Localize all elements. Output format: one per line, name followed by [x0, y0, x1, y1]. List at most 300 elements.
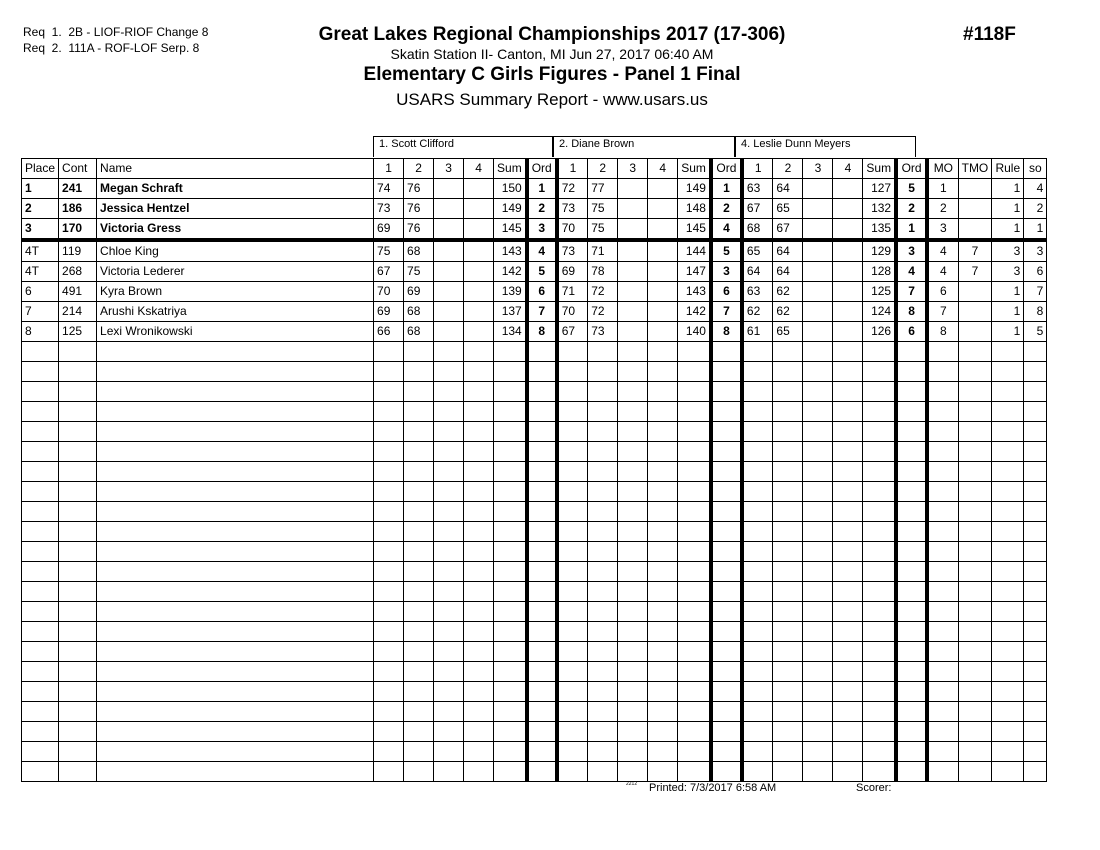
- empty-cell: [374, 562, 404, 582]
- empty-cell: [464, 362, 494, 382]
- empty-cell: [97, 342, 374, 362]
- empty-cell: [711, 702, 742, 722]
- so-cell: 6: [1024, 262, 1047, 282]
- blank-row: [22, 442, 1047, 462]
- empty-cell: [833, 502, 863, 522]
- blank-row: [22, 622, 1047, 642]
- empty-cell: [863, 702, 896, 722]
- empty-cell: [863, 542, 896, 562]
- empty-cell: [648, 522, 678, 542]
- empty-cell: [494, 502, 527, 522]
- empty-cell: [992, 622, 1024, 642]
- empty-cell: [648, 762, 678, 782]
- ord-cell: 6: [711, 282, 742, 302]
- empty-cell: [588, 522, 618, 542]
- empty-cell: [648, 462, 678, 482]
- empty-cell: [97, 542, 374, 562]
- empty-cell: [22, 342, 59, 362]
- empty-cell: [648, 422, 678, 442]
- score-cell: 75: [404, 262, 434, 282]
- empty-cell: [374, 702, 404, 722]
- empty-cell: [773, 542, 803, 562]
- col-j2-fig4: 4: [648, 159, 678, 179]
- empty-cell: [494, 622, 527, 642]
- empty-cell: [1024, 502, 1047, 522]
- sum-cell: 147: [678, 262, 711, 282]
- empty-cell: [374, 682, 404, 702]
- empty-cell: [678, 422, 711, 442]
- empty-cell: [588, 382, 618, 402]
- table-row: [22, 199, 1047, 219]
- report-title: USARS Summary Report - www.usars.us: [396, 90, 708, 109]
- empty-cell: [464, 742, 494, 762]
- empty-cell: [803, 702, 833, 722]
- empty-cell: [711, 662, 742, 682]
- score-cell: 74: [374, 179, 404, 199]
- empty-cell: [803, 622, 833, 642]
- empty-cell: [464, 602, 494, 622]
- mo-cell: 8: [927, 322, 958, 342]
- empty-cell: [927, 362, 958, 382]
- sum-cell: 124: [863, 302, 896, 322]
- col-j3-fig2: 2: [773, 159, 803, 179]
- score-cell: 73: [557, 199, 588, 219]
- ord-cell: 7: [896, 282, 927, 302]
- empty-cell: [992, 342, 1024, 362]
- empty-cell: [678, 502, 711, 522]
- empty-cell: [742, 682, 773, 702]
- empty-cell: [464, 562, 494, 582]
- empty-cell: [588, 562, 618, 582]
- empty-cell: [494, 602, 527, 622]
- empty-cell: [711, 722, 742, 742]
- empty-cell: [896, 622, 927, 642]
- empty-cell: [618, 422, 648, 442]
- empty-cell: [527, 582, 557, 602]
- empty-cell: [527, 722, 557, 742]
- empty-cell: [648, 602, 678, 622]
- empty-cell: [863, 362, 896, 382]
- empty-cell: [374, 582, 404, 602]
- score-cell: [618, 322, 648, 342]
- empty-cell: [958, 642, 992, 662]
- score-cell: 65: [742, 240, 773, 262]
- empty-cell: [742, 662, 773, 682]
- ord-cell: 1: [711, 179, 742, 199]
- empty-cell: [803, 442, 833, 462]
- empty-cell: [773, 662, 803, 682]
- empty-cell: [97, 502, 374, 522]
- ord-cell: 7: [711, 302, 742, 322]
- empty-cell: [59, 422, 97, 442]
- empty-cell: [648, 442, 678, 462]
- score-cell: 76: [404, 179, 434, 199]
- score-cell: [618, 282, 648, 302]
- score-cell: [803, 179, 833, 199]
- empty-cell: [678, 742, 711, 762]
- empty-cell: [464, 542, 494, 562]
- empty-cell: [404, 642, 434, 662]
- empty-cell: [958, 742, 992, 762]
- place-cell: 2: [22, 199, 59, 219]
- blank-row: [22, 342, 1047, 362]
- empty-cell: [958, 582, 992, 602]
- empty-cell: [927, 682, 958, 702]
- blank-row: [22, 762, 1047, 782]
- empty-cell: [464, 502, 494, 522]
- empty-cell: [678, 542, 711, 562]
- empty-cell: [927, 502, 958, 522]
- score-cell: 69: [374, 219, 404, 241]
- place-cell: 4T: [22, 262, 59, 282]
- empty-cell: [1024, 402, 1047, 422]
- empty-cell: [557, 462, 588, 482]
- empty-cell: [648, 722, 678, 742]
- empty-cell: [22, 662, 59, 682]
- score-cell: [434, 199, 464, 219]
- empty-cell: [711, 562, 742, 582]
- score-cell: 69: [404, 282, 434, 302]
- empty-cell: [527, 542, 557, 562]
- empty-cell: [773, 602, 803, 622]
- empty-cell: [557, 642, 588, 662]
- score-cell: 69: [374, 302, 404, 322]
- empty-cell: [527, 502, 557, 522]
- score-cell: 68: [742, 219, 773, 241]
- empty-cell: [958, 502, 992, 522]
- empty-cell: [711, 442, 742, 462]
- empty-cell: [618, 722, 648, 742]
- empty-cell: [863, 682, 896, 702]
- sum-cell: 143: [678, 282, 711, 302]
- empty-cell: [958, 602, 992, 622]
- mo-cell: 2: [927, 199, 958, 219]
- empty-cell: [896, 582, 927, 602]
- empty-cell: [896, 482, 927, 502]
- empty-cell: [557, 742, 588, 762]
- ord-cell: 2: [527, 199, 557, 219]
- empty-cell: [896, 522, 927, 542]
- empty-cell: [374, 542, 404, 562]
- empty-cell: [711, 502, 742, 522]
- empty-cell: [803, 502, 833, 522]
- empty-cell: [464, 422, 494, 442]
- empty-cell: [59, 722, 97, 742]
- empty-cell: [434, 482, 464, 502]
- empty-cell: [22, 482, 59, 502]
- empty-cell: [896, 742, 927, 762]
- results-table: [21, 158, 1047, 782]
- cont-cell: 214: [59, 302, 97, 322]
- empty-cell: [59, 522, 97, 542]
- empty-cell: [678, 582, 711, 602]
- empty-cell: [59, 602, 97, 622]
- score-cell: [464, 240, 494, 262]
- empty-cell: [1024, 562, 1047, 582]
- empty-cell: [618, 562, 648, 582]
- empty-cell: [648, 702, 678, 722]
- empty-cell: [464, 762, 494, 782]
- tmo-cell: 7: [958, 262, 992, 282]
- empty-cell: [863, 442, 896, 462]
- empty-cell: [958, 422, 992, 442]
- blank-row: [22, 742, 1047, 762]
- tmo-cell: [958, 302, 992, 322]
- mo-cell: 6: [927, 282, 958, 302]
- empty-cell: [742, 442, 773, 462]
- score-cell: [648, 219, 678, 241]
- place-cell: 8: [22, 322, 59, 342]
- score-cell: [648, 199, 678, 219]
- empty-cell: [527, 422, 557, 442]
- empty-cell: [494, 522, 527, 542]
- empty-cell: [992, 442, 1024, 462]
- empty-cell: [927, 462, 958, 482]
- empty-cell: [958, 482, 992, 502]
- empty-cell: [992, 662, 1024, 682]
- col-j1-fig4: 4: [464, 159, 494, 179]
- col-mo: MO: [927, 159, 958, 179]
- score-cell: [648, 240, 678, 262]
- empty-cell: [711, 682, 742, 702]
- empty-cell: [434, 502, 464, 522]
- empty-cell: [22, 622, 59, 642]
- score-cell: 68: [404, 322, 434, 342]
- score-cell: [464, 322, 494, 342]
- ord-cell: 2: [711, 199, 742, 219]
- empty-cell: [773, 482, 803, 502]
- empty-cell: [773, 382, 803, 402]
- empty-cell: [97, 522, 374, 542]
- empty-cell: [22, 462, 59, 482]
- sum-cell: 144: [678, 240, 711, 262]
- empty-cell: [927, 722, 958, 742]
- blank-row: [22, 402, 1047, 422]
- empty-cell: [773, 722, 803, 742]
- empty-cell: [711, 762, 742, 782]
- ord-cell: 1: [896, 219, 927, 241]
- empty-cell: [648, 662, 678, 682]
- empty-cell: [527, 662, 557, 682]
- empty-cell: [711, 382, 742, 402]
- empty-cell: [1024, 382, 1047, 402]
- empty-cell: [404, 502, 434, 522]
- empty-cell: [22, 562, 59, 582]
- empty-cell: [588, 682, 618, 702]
- empty-cell: [464, 662, 494, 682]
- empty-cell: [59, 642, 97, 662]
- tmo-cell: [958, 199, 992, 219]
- empty-cell: [803, 662, 833, 682]
- empty-cell: [803, 582, 833, 602]
- empty-cell: [958, 762, 992, 782]
- score-cell: [464, 302, 494, 322]
- empty-cell: [648, 742, 678, 762]
- score-cell: [833, 262, 863, 282]
- blank-row: [22, 502, 1047, 522]
- empty-cell: [992, 582, 1024, 602]
- empty-cell: [742, 742, 773, 762]
- empty-cell: [803, 742, 833, 762]
- empty-cell: [992, 762, 1024, 782]
- sum-cell: 145: [494, 219, 527, 241]
- empty-cell: [711, 642, 742, 662]
- sum-cell: 135: [863, 219, 896, 241]
- ord-cell: 5: [711, 240, 742, 262]
- score-cell: 73: [374, 199, 404, 219]
- empty-cell: [1024, 582, 1047, 602]
- empty-cell: [588, 762, 618, 782]
- empty-cell: [648, 362, 678, 382]
- empty-cell: [404, 382, 434, 402]
- empty-cell: [434, 362, 464, 382]
- empty-cell: [927, 622, 958, 642]
- place-cell: 6: [22, 282, 59, 302]
- empty-cell: [863, 742, 896, 762]
- empty-cell: [742, 422, 773, 442]
- ord-cell: 8: [527, 322, 557, 342]
- empty-cell: [374, 722, 404, 742]
- empty-cell: [927, 402, 958, 422]
- empty-cell: [678, 702, 711, 722]
- score-cell: 73: [588, 322, 618, 342]
- rule-cell: 1: [992, 179, 1024, 199]
- empty-cell: [464, 402, 494, 422]
- empty-cell: [374, 742, 404, 762]
- empty-cell: [22, 402, 59, 422]
- empty-cell: [374, 462, 404, 482]
- col-so: so: [1024, 159, 1047, 179]
- empty-cell: [557, 362, 588, 382]
- empty-cell: [374, 502, 404, 522]
- empty-cell: [648, 582, 678, 602]
- empty-cell: [927, 742, 958, 762]
- mo-cell: 3: [927, 219, 958, 241]
- empty-cell: [494, 362, 527, 382]
- scorer-label: Scorer:: [856, 782, 892, 794]
- blank-row: [22, 642, 1047, 662]
- empty-cell: [1024, 602, 1047, 622]
- empty-cell: [618, 702, 648, 722]
- score-cell: 70: [557, 219, 588, 241]
- empty-cell: [992, 742, 1024, 762]
- empty-cell: [958, 442, 992, 462]
- empty-cell: [1024, 522, 1047, 542]
- empty-cell: [803, 422, 833, 442]
- empty-cell: [374, 642, 404, 662]
- empty-cell: [833, 642, 863, 662]
- empty-cell: [648, 382, 678, 402]
- score-cell: 67: [742, 199, 773, 219]
- empty-cell: [374, 482, 404, 502]
- empty-cell: [678, 722, 711, 742]
- empty-cell: [588, 722, 618, 742]
- empty-cell: [59, 742, 97, 762]
- score-cell: [833, 322, 863, 342]
- empty-cell: [527, 482, 557, 502]
- empty-cell: [711, 482, 742, 502]
- ord-cell: 3: [711, 262, 742, 282]
- empty-cell: [742, 342, 773, 362]
- empty-cell: [59, 702, 97, 722]
- empty-cell: [97, 662, 374, 682]
- empty-cell: [742, 762, 773, 782]
- score-cell: [434, 240, 464, 262]
- empty-cell: [773, 462, 803, 482]
- col-j3-fig3: 3: [803, 159, 833, 179]
- score-cell: 70: [374, 282, 404, 302]
- printed-timestamp: Printed: 7/3/2017 6:58 AM: [649, 782, 777, 794]
- score-cell: 64: [773, 240, 803, 262]
- empty-cell: [97, 642, 374, 662]
- empty-cell: [404, 522, 434, 542]
- empty-cell: [527, 522, 557, 542]
- empty-cell: [494, 462, 527, 482]
- empty-cell: [927, 582, 958, 602]
- empty-cell: [404, 622, 434, 642]
- empty-cell: [958, 362, 992, 382]
- empty-cell: [374, 442, 404, 462]
- empty-cell: [97, 462, 374, 482]
- empty-cell: [59, 402, 97, 422]
- empty-cell: [557, 582, 588, 602]
- col-j3-fig1: 1: [742, 159, 773, 179]
- empty-cell: [742, 562, 773, 582]
- empty-cell: [896, 682, 927, 702]
- empty-cell: [527, 442, 557, 462]
- empty-cell: [59, 662, 97, 682]
- blank-row: [22, 682, 1047, 702]
- empty-cell: [711, 362, 742, 382]
- sum-cell: 129: [863, 240, 896, 262]
- empty-cell: [992, 682, 1024, 702]
- table-row: [22, 179, 1047, 199]
- empty-cell: [863, 662, 896, 682]
- empty-cell: [711, 542, 742, 562]
- empty-cell: [648, 502, 678, 522]
- empty-cell: [404, 402, 434, 422]
- empty-cell: [464, 462, 494, 482]
- empty-cell: [527, 382, 557, 402]
- score-cell: [648, 322, 678, 342]
- empty-cell: [1024, 742, 1047, 762]
- score-cell: [648, 302, 678, 322]
- score-cell: [618, 302, 648, 322]
- score-cell: 66: [374, 322, 404, 342]
- score-cell: 64: [773, 262, 803, 282]
- empty-cell: [557, 762, 588, 782]
- score-cell: 65: [773, 322, 803, 342]
- empty-cell: [927, 342, 958, 362]
- empty-cell: [374, 762, 404, 782]
- col-j2-sum: Sum: [678, 159, 711, 179]
- empty-cell: [927, 702, 958, 722]
- empty-cell: [588, 442, 618, 462]
- empty-cell: [557, 562, 588, 582]
- empty-cell: [464, 382, 494, 402]
- empty-cell: [958, 682, 992, 702]
- empty-cell: [434, 742, 464, 762]
- col-cont: Cont: [59, 159, 97, 179]
- empty-cell: [374, 362, 404, 382]
- score-cell: [434, 282, 464, 302]
- empty-cell: [588, 482, 618, 502]
- empty-cell: [464, 482, 494, 502]
- event-title: Elementary C Girls Figures - Panel 1 Final: [363, 64, 741, 85]
- empty-cell: [557, 622, 588, 642]
- empty-cell: [22, 382, 59, 402]
- empty-cell: [464, 622, 494, 642]
